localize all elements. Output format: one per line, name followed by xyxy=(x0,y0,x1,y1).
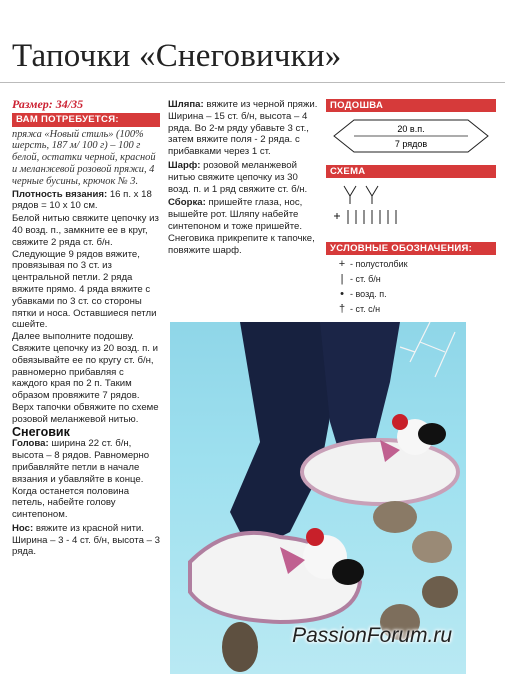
legend-item xyxy=(334,273,496,285)
snowman-heading: Снеговик xyxy=(12,424,70,439)
legend-symbol: • xyxy=(340,288,344,300)
hat-line xyxy=(168,99,318,158)
hat-label: Шляпа: xyxy=(168,99,204,110)
sole-top-label: 20 в.п. xyxy=(397,124,425,134)
density-value: 16 п. х 18 рядов = 10 х 10 см. xyxy=(12,188,152,212)
slippers-illustration xyxy=(170,322,466,674)
sole-diagram xyxy=(326,114,496,158)
legend-label: - ст. б/н xyxy=(350,274,381,284)
size-label: Размер: 34/35 xyxy=(12,97,84,111)
legend-item xyxy=(334,303,496,315)
scarf-label: Шарф: xyxy=(168,159,201,171)
right-slipper xyxy=(302,440,458,504)
white-branches xyxy=(400,322,455,377)
legend-header: УСЛОВНЫЕ ОБОЗНАЧЕНИЯ: xyxy=(326,242,496,255)
legend-label: - возд. п. xyxy=(350,289,387,299)
column-middle xyxy=(168,99,318,256)
assembly-label: Сборка: xyxy=(168,197,206,209)
nose-label: Нос: xyxy=(12,522,34,534)
assembly-value: пришейте глаза, нос, вышейте рот. Шляпу набейте синтепоном и тоже пришейте. Снеговика прикрепите к тапочке, повяжите шарф. xyxy=(168,197,315,256)
nose-value: вяжите из красной нити. Ширина – 3 - 4 ст. б/н, высота – 3 ряда. xyxy=(12,522,160,558)
stitch-scheme-diagram xyxy=(326,180,496,230)
legend-list xyxy=(326,258,496,315)
left-snowman-hat xyxy=(306,528,324,546)
legend-symbol: | xyxy=(340,273,344,285)
pine-cone xyxy=(422,576,458,608)
left-snowman-nose xyxy=(332,559,364,585)
head-label: Голова: xyxy=(12,438,49,450)
right-snowman-nose xyxy=(418,423,446,445)
legend-symbol: + xyxy=(338,258,346,270)
legend-item xyxy=(334,288,496,300)
title-divider xyxy=(0,82,505,83)
scheme-header: СХЕМА xyxy=(326,165,496,178)
legend-label: - ст. с/н xyxy=(350,304,381,314)
materials-text: пряжа «Новый стиль» (100% шерсть, 187 м/ 100 г) – 100 г белой, остатки черной, красной и меланжевой розовой пряжи, 4 черные бусины, крючок № 3. xyxy=(12,128,156,187)
head-line xyxy=(12,438,160,521)
legend-item xyxy=(334,258,496,270)
materials-header: ВАМ ПОТРЕБУЕТСЯ: xyxy=(12,113,160,127)
page-title: Тапочки «Снеговички» xyxy=(12,38,342,74)
sole-header: ПОДОШВА xyxy=(326,99,496,112)
density-line xyxy=(12,189,160,213)
pine-cone xyxy=(222,622,258,672)
head-value: ширина 22 ст. б/н, высота – 8 рядов. Равномерно прибавляйте петли в начале вязания и убавляйте в конце. Когда останется половина петель, набейте голову синтепоном. xyxy=(12,438,150,521)
nose-line xyxy=(12,523,160,558)
legend-label: - полустолбик xyxy=(350,259,408,269)
pine-cone xyxy=(373,501,417,533)
legend-symbol: † xyxy=(338,303,346,315)
right-snowman-hat xyxy=(392,414,408,430)
scheme-symbols xyxy=(334,186,396,224)
scarf-line xyxy=(168,160,318,195)
instructions-text: Белой нитью свяжите цепочку из 40 возд. п., замкните ее в круг, свяжите 2 ряда ст. б/н. Следующие 9 рядов вяжите, провязывая по 3 ст. из центральной петли. 2 ряда вяжите прямо. 4 ряда вяжите с убавками по 3 ст. со стороны пятки и носа. Оставшиеся петли сшейте. Далее выполните подошву. Свяжите цепочку из 20 возд. п. и обвязывайте ее по кругу ст. б/н, равномерно прибавляя с каждого края по 2 п. Таким образом провяжите 7 рядов. Верх тапочки обвяжите по схеме розовой меланжевой нитью. xyxy=(12,213,159,425)
scarf-value: розовой меланжевой нитью свяжите цепочку из 30 возд. п. и 1 ряд свяжите ст. б/н. xyxy=(168,159,308,195)
pine-cone xyxy=(412,531,452,563)
density-label: Плотность вязания: xyxy=(12,188,108,200)
assembly-line xyxy=(168,197,318,256)
column-right xyxy=(326,99,496,315)
hat-value: вяжите из черной пряжи. Ширина – 15 ст. б/н, высота – 4 ряда. Во 2-м ряду убавьте 3 ст., затем вяжите поля - 2 ряда. с прибавками через 1 ст. xyxy=(168,99,318,158)
column-left xyxy=(12,99,160,558)
slippers-photo xyxy=(170,322,466,674)
watermark: PassionForum.ru xyxy=(292,624,452,647)
sole-bottom-label: 7 рядов xyxy=(394,139,428,149)
